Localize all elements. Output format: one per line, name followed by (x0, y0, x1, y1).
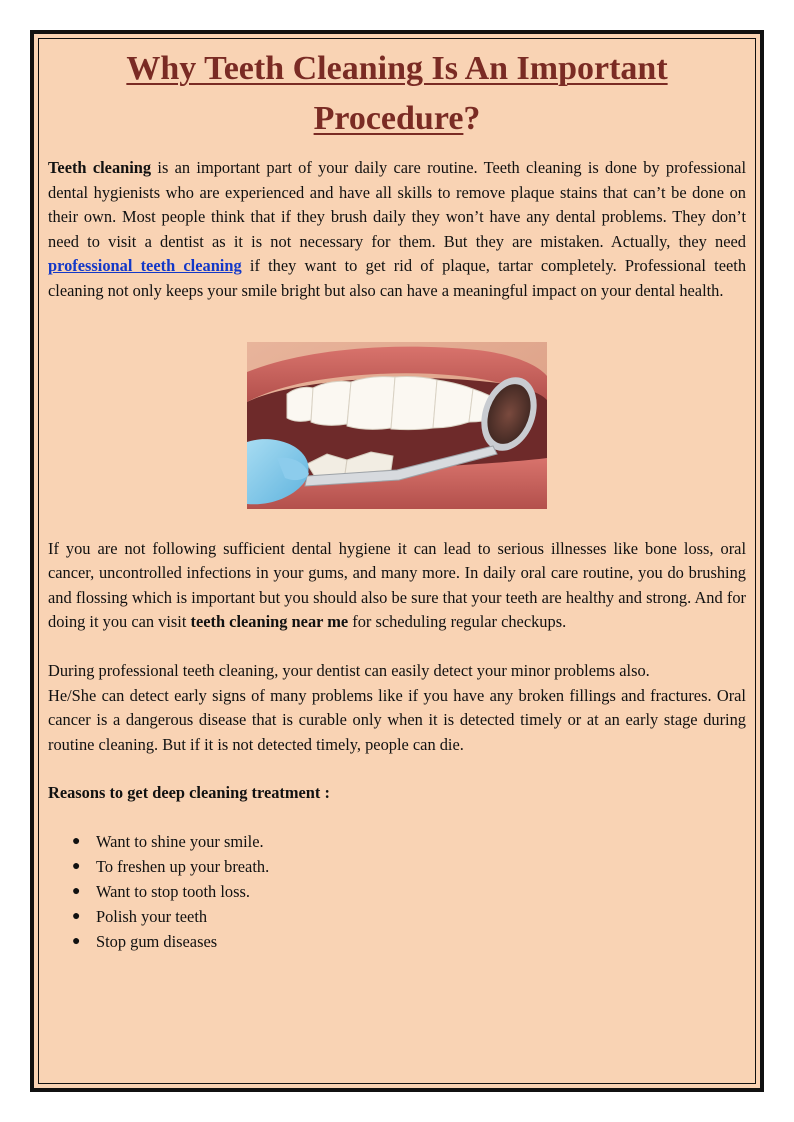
list-item-text: Want to stop tooth loss. (96, 881, 250, 901)
page-title-text: Why Teeth Cleaning Is An Important Procedure (126, 50, 668, 137)
bullet-dot-icon: ● (72, 833, 81, 849)
intro-paragraph (48, 156, 746, 304)
dental-mirror-smile-photo (247, 342, 547, 509)
detection-block (48, 659, 746, 757)
bullet-dot-icon: ● (72, 883, 81, 899)
professional-teeth-cleaning-link[interactable]: professional teeth cleaning (48, 256, 242, 276)
list-item (48, 905, 746, 930)
reasons-heading: Reasons to get deep cleaning treatment : (48, 783, 330, 803)
list-item-text: Want to shine your smile. (96, 831, 264, 851)
list-item (48, 880, 746, 905)
detection-line-1: During professional teeth cleaning, your dentist can easily detect your minor problems also. (48, 660, 650, 680)
list-item (48, 830, 746, 855)
teeth-cleaning-near-me-bold: teeth cleaning near me (190, 612, 349, 632)
intro-lead-bold: Teeth cleaning (48, 158, 152, 177)
bullet-dot-icon: ● (72, 858, 81, 874)
intro-text-after-link: if they want to get rid of plaque, tartar completely. Professional teeth cleaning not only keeps your smile bright but also can have a meaningful impact on your dental health. (48, 256, 747, 300)
detection-paragraph: He/She can detect early signs of many problems like if you have any broken fillings and fractures. Oral cancer is a dangerous disease that is curable only when it is detected timely or at an early stage during routine cleaning. But if it is not detected timely, people can die. (48, 685, 746, 754)
document-content (48, 44, 746, 954)
list-item-text: To freshen up your breath. (96, 856, 270, 876)
photo-container (48, 342, 746, 509)
intro-text-before-link: is an important part of your daily care routine. Teeth cleaning is done by professional dental hygienists who are experienced and have all skills to remove plaque stains that can’t be done on their own. Most people think that if they brush daily they won’t have any dental problems. They don’t need to visit a dentist as it is not necessary for them. But they are mistaken. Actually, they need (48, 158, 746, 251)
reasons-list (48, 830, 746, 955)
hygiene-text-after-bold: for scheduling regular checkups. (348, 612, 567, 632)
list-item (48, 930, 746, 955)
bullet-dot-icon: ● (72, 908, 81, 924)
list-item-text: Stop gum diseases (96, 931, 218, 951)
list-item (48, 855, 746, 880)
hygiene-paragraph (48, 537, 746, 635)
hygiene-text-before-bold: If you are not following sufficient dental hygiene it can lead to serious illnesses like bone loss, oral cancer, uncontrolled infections in your gums, and many more. In daily oral care routine, you do brushing and flossing which is important but you should also be sure that your teeth are healthy and strong. And for doing it you can visit (48, 538, 746, 632)
list-item-text: Polish your teeth (96, 906, 208, 926)
page-title (48, 44, 746, 144)
page-title-question-mark: ? (463, 100, 481, 137)
bullet-dot-icon: ● (72, 933, 81, 949)
